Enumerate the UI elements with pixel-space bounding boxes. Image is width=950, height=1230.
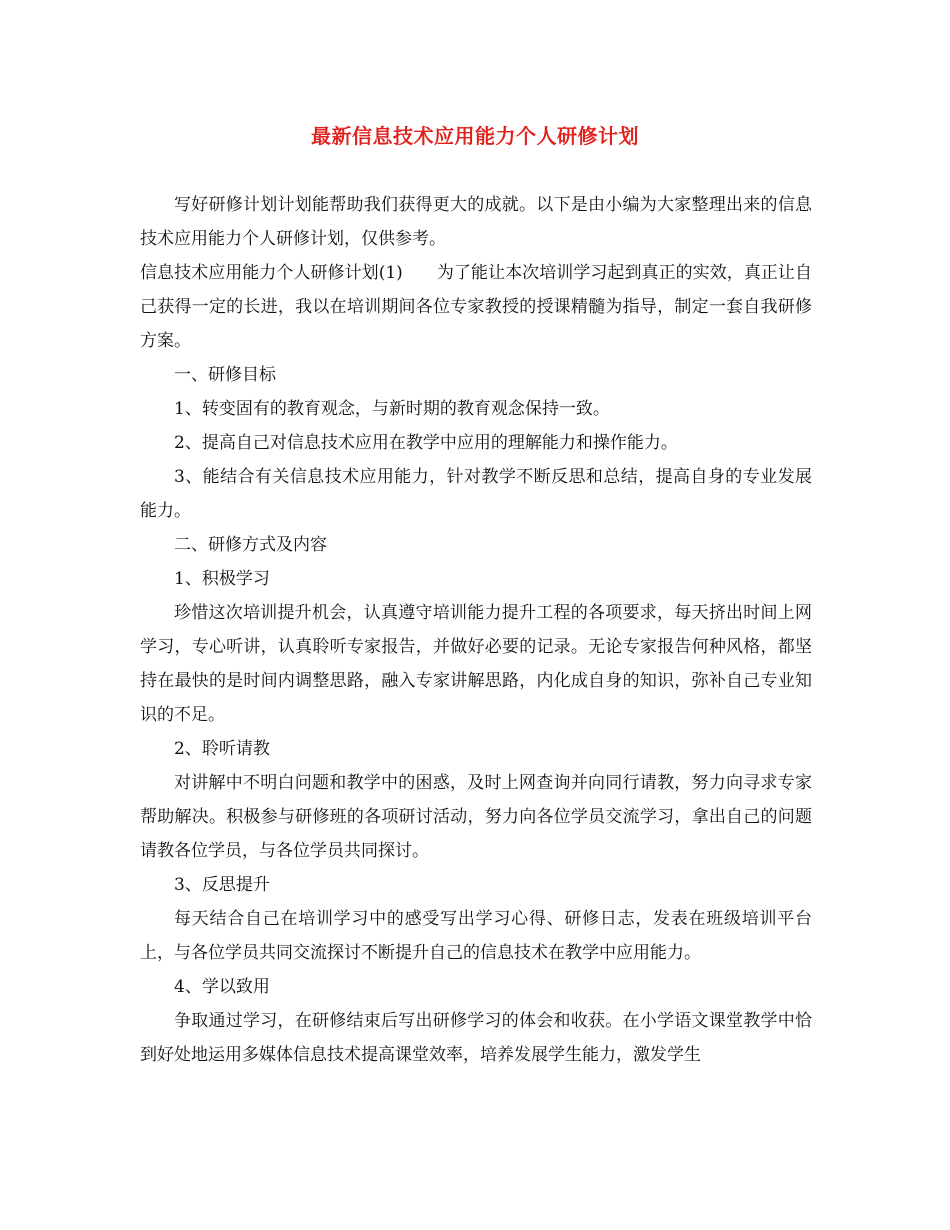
list-item-goal-1: 1、转变固有的教育观念，与新时期的教育观念保持一致。	[174, 399, 610, 419]
document-body	[140, 188, 812, 1072]
paragraph-active-learning: 珍惜这次培训提升机会，认真遵守培训能力提升工程的各项要求，每天挤出时间上网学习，专心听讲，认真聆听专家报告，并做好必要的记录。无论专家报告何种风格，都坚持在最快的是时间内调整思路，融入专家讲解思路，内化成自身的知识，弥补自己专业知识的不足。	[140, 603, 812, 725]
list-item-goal-2: 2、提高自己对信息技术应用在教学中应用的理解能力和操作能力。	[174, 433, 678, 453]
section-heading-methods: 二、研修方式及内容	[174, 535, 327, 555]
document-title: 最新信息技术应用能力个人研修计划	[311, 124, 639, 148]
subheading-reflect: 3、反思提升	[174, 875, 270, 895]
paragraph-listen-ask: 对讲解中不明白问题和教学中的困惑，及时上网查询并向同行请教，努力向寻求专家帮助解决。积极参与研修班的各项研讨活动，努力向各位学员交流学习，拿出自己的问题请教各位学员，与各位学员共同探讨。	[140, 773, 812, 861]
list-item-goal-3: 3、能结合有关信息技术应用能力，针对教学不断反思和总结，提高自身的专业发展能力。	[140, 467, 812, 521]
subheading-active-learning: 1、积极学习	[174, 569, 270, 589]
paragraph-reflect: 每天结合自己在培训学习中的感受写出学习心得、研修日志，发表在班级培训平台上，与各位学员共同交流探讨不断提升自己的信息技术在教学中应用能力。	[140, 909, 812, 963]
section-heading-goals: 一、研修目标	[174, 365, 276, 385]
paragraph-plan-heading: 信息技术应用能力个人研修计划(1) 为了能让本次培训学习起到真正的实效，真正让自己获得一定的长进，我以在培训期间各位专家教授的授课精髓为指导，制定一套自我研修方案。	[140, 263, 812, 351]
subheading-apply: 4、学以致用	[174, 977, 270, 997]
paragraph-intro: 写好研修计划计划能帮助我们获得更大的成就。以下是由小编为大家整理出来的信息技术应用能力个人研修计划，仅供参考。	[140, 195, 812, 249]
subheading-listen-ask: 2、聆听请教	[174, 739, 270, 759]
paragraph-apply: 争取通过学习，在研修结束后写出研修学习的体会和收获。在小学语文课堂教学中恰到好处地运用多媒体信息技术提高课堂效率，培养发展学生能力，激发学生	[140, 1011, 812, 1065]
